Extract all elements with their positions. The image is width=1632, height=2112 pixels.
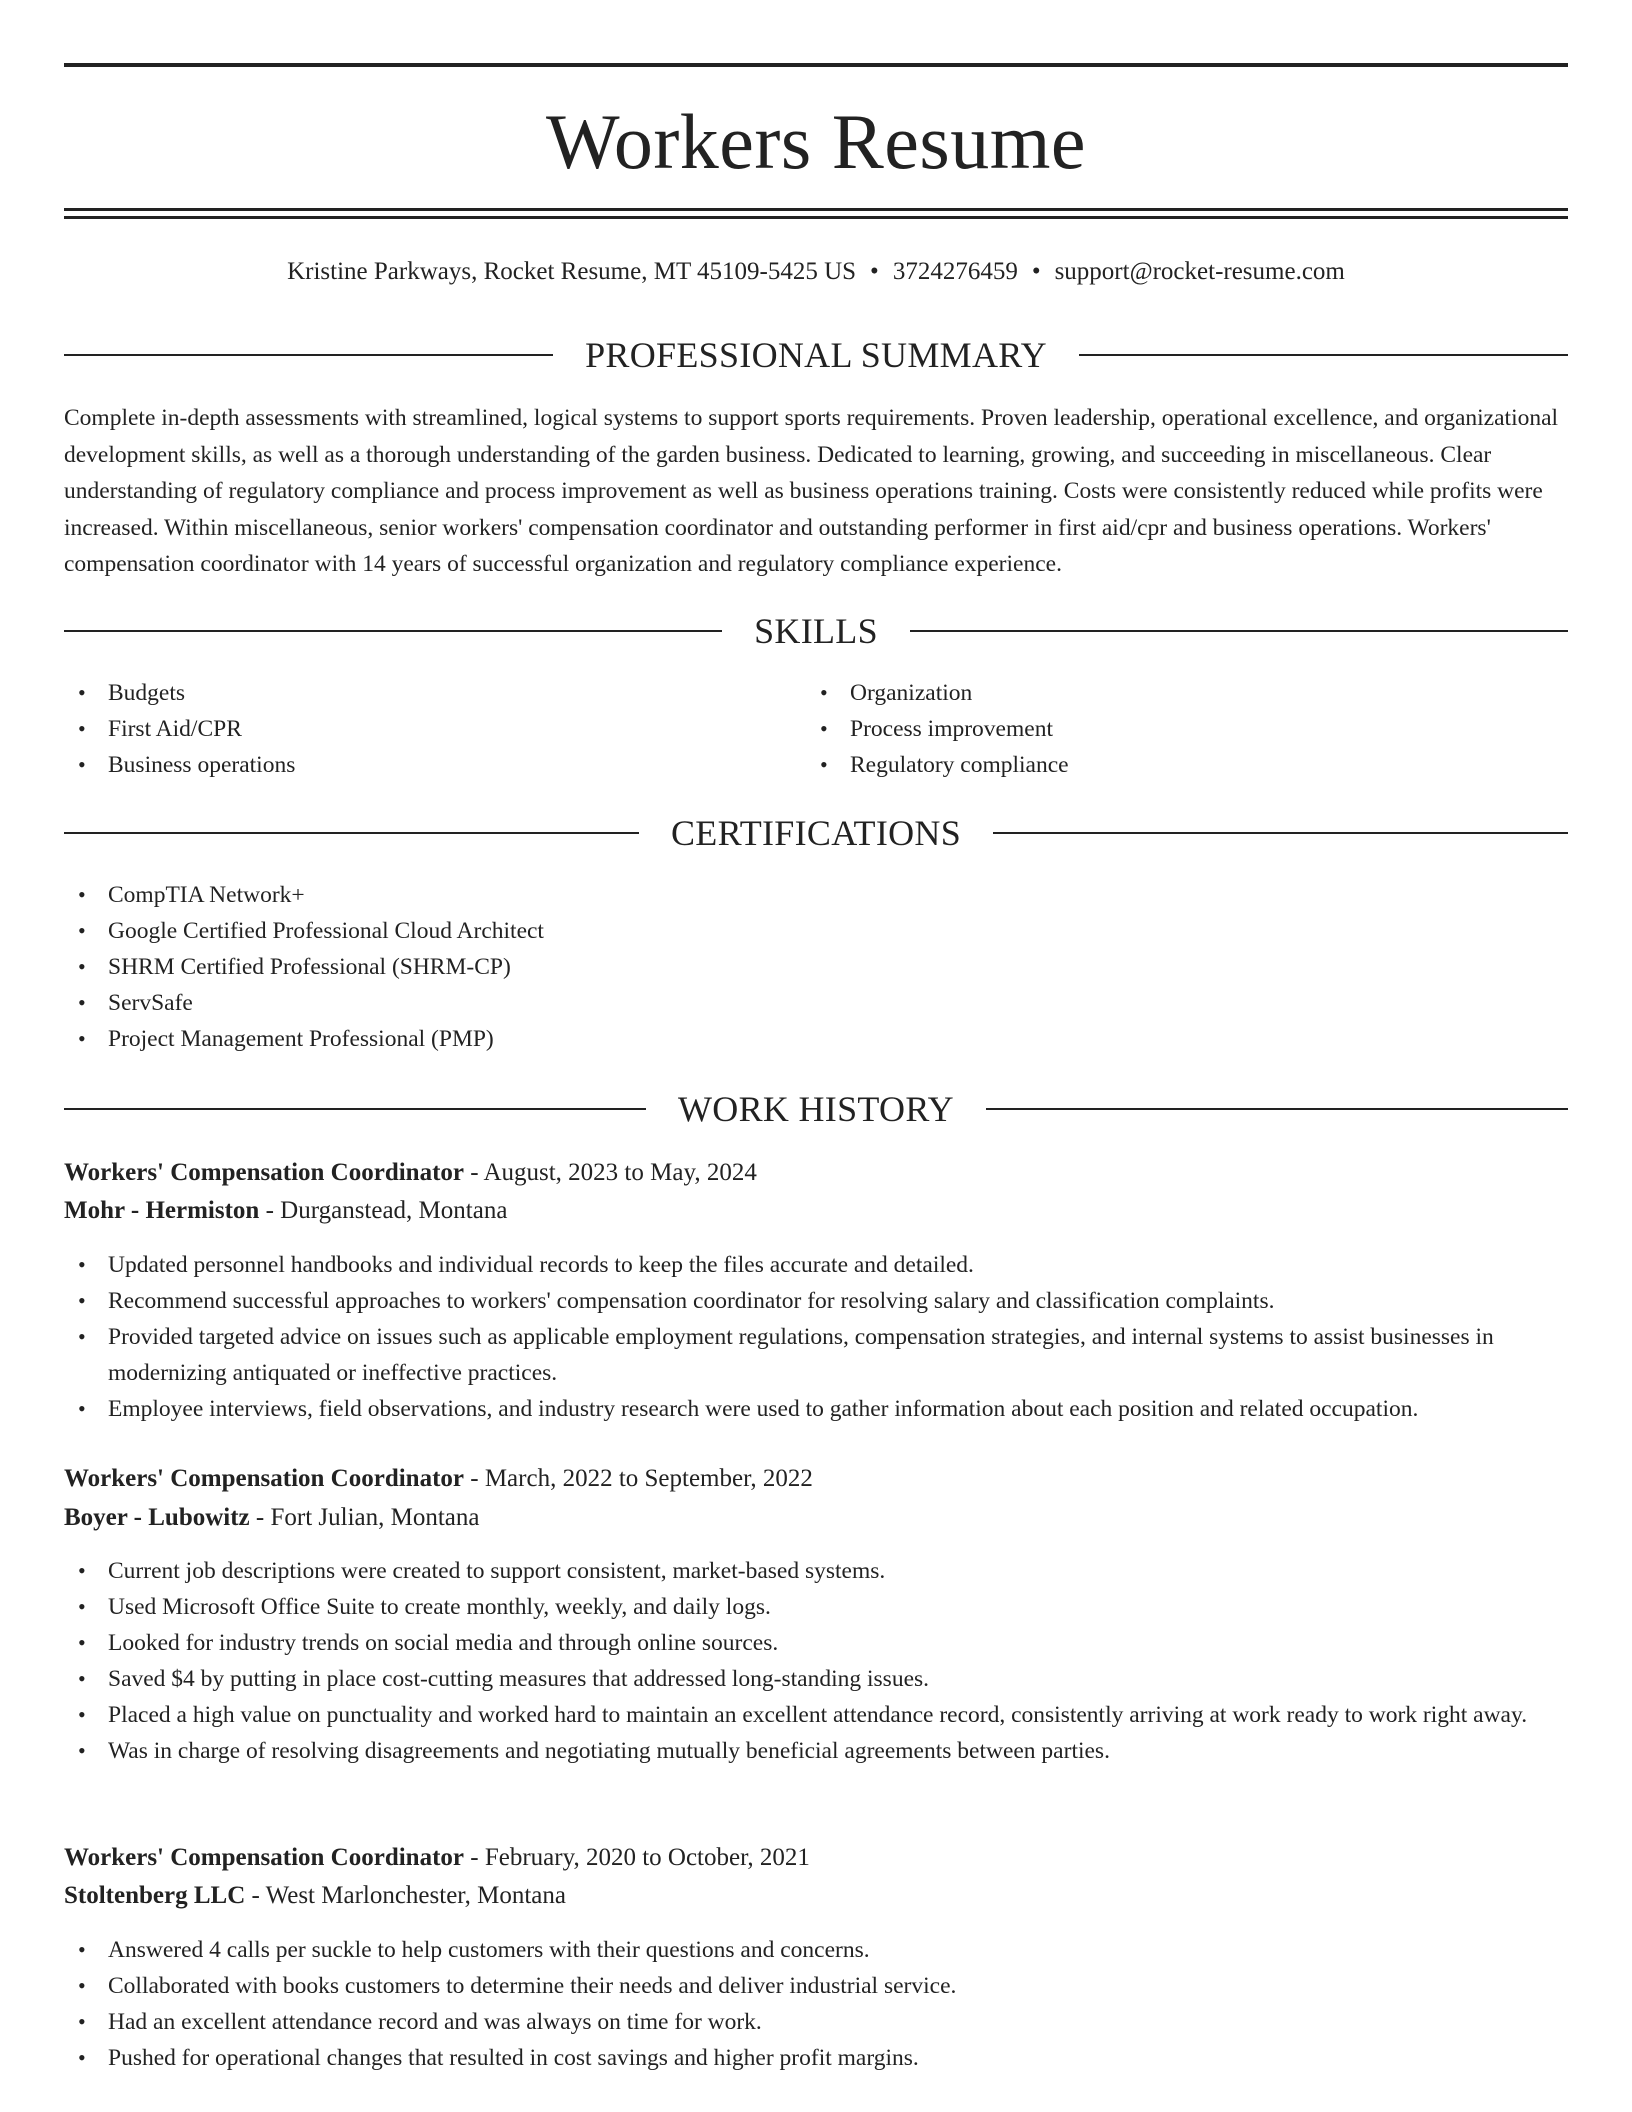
job-dates: - August, 2023 to May, 2024 — [464, 1159, 757, 1186]
job-bullet: • Employee interviews, field observations, and industry research were used to gather information about each position and related occupation. — [64, 1391, 1568, 1427]
certification-item: • Google Certified Professional Cloud Architect — [64, 913, 964, 949]
skill-item: • Process improvement — [806, 711, 1506, 747]
job-bullet: • Was in charge of resolving disagreements and negotiating mutually beneficial agreements between parties. — [64, 1733, 1568, 1769]
title-double-rule-lower — [64, 216, 1568, 219]
work-history-section-header — [64, 1087, 1568, 1131]
skill-item: • Business operations — [64, 747, 764, 783]
job-title-line — [64, 1461, 1568, 1497]
section-rule-left — [64, 630, 722, 632]
certifications-section-header — [64, 811, 1568, 855]
certification-item: • CompTIA Network+ — [64, 877, 964, 913]
job-title: Workers' Compensation Coordinator — [64, 1159, 464, 1186]
job-company-line — [64, 1878, 1568, 1914]
contact-phone: 3724276459 — [892, 258, 1018, 285]
job-bullet: • Looked for industry trends on social media and through online sources. — [64, 1625, 1568, 1661]
summary-section-header — [64, 333, 1568, 377]
contact-email: support@rocket-resume.com — [1054, 258, 1345, 285]
job-dates: - February, 2020 to October, 2021 — [464, 1844, 810, 1871]
section-rule-right — [910, 630, 1568, 632]
certifications-heading: CERTIFICATIONS — [670, 813, 962, 853]
skills-heading: SKILLS — [754, 611, 878, 651]
contact-separator: • — [870, 258, 879, 285]
contact-address: Kristine Parkways, Rocket Resume, MT 45109-5425 US — [287, 258, 857, 285]
job-title-line — [64, 1840, 1568, 1876]
skills-list-left — [64, 675, 764, 783]
certification-item: • ServSafe — [64, 985, 964, 1021]
skill-item: • Organization — [806, 675, 1506, 711]
certifications-list — [64, 877, 964, 1057]
certification-item: • SHRM Certified Professional (SHRM-CP) — [64, 949, 964, 985]
job-bullets — [64, 1553, 1568, 1769]
section-rule-right — [993, 832, 1568, 834]
job-bullet: • Collaborated with books customers to determine their needs and deliver industrial service. — [64, 1968, 1568, 2004]
job-bullet: • Used Microsoft Office Suite to create monthly, weekly, and daily logs. — [64, 1589, 1568, 1625]
job-company-line — [64, 1500, 1568, 1536]
job-company-line — [64, 1193, 1568, 1229]
skill-item: • Regulatory compliance — [806, 747, 1506, 783]
job-bullet: • Placed a high value on punctuality and worked hard to maintain an excellent attendance record, consistently arriving at work ready to work right away. — [64, 1697, 1568, 1733]
job-location: - Durganstead, Montana — [259, 1197, 508, 1224]
section-rule-left — [64, 832, 639, 834]
section-rule-right — [986, 1108, 1568, 1110]
job-bullet: • Recommend successful approaches to workers' compensation coordinator for resolving salary and classification complaints. — [64, 1283, 1568, 1319]
skill-item: • Budgets — [64, 675, 764, 711]
section-rule-right — [1079, 354, 1568, 356]
skills-list-right — [806, 675, 1506, 783]
summary-text: Complete in-depth assessments with streamlined, logical systems to support sports requirements. Proven leadership, operational excellence, and organizational development skills, as well as a thorough understanding of the garden business. Dedicated to learning, growing, and succeeding in miscellaneous. Clear understanding of regulatory compliance and process improvement as well as business operations training. Costs were consistently reduced while profits were increased. Within miscellaneous, senior workers' compensation coordinator and outstanding performer in first aid/cpr and business operations. Workers' compensation coordinator with 14 years of successful organization and regulatory compliance experience. — [64, 405, 1559, 577]
section-rule-left — [64, 1108, 646, 1110]
contact-line — [64, 254, 1568, 290]
job-company: Mohr - Hermiston — [64, 1197, 260, 1224]
job-bullet: • Pushed for operational changes that resulted in cost savings and higher profit margins. — [64, 2040, 1568, 2076]
job-bullets — [64, 1932, 1568, 2076]
resume-title: Workers Resume — [545, 98, 1087, 185]
job-bullet: • Had an excellent attendance record and was always on time for work. — [64, 2004, 1568, 2040]
job-bullet: • Saved $4 by putting in place cost-cutting measures that addressed long-standing issues. — [64, 1661, 1568, 1697]
work-history-heading: WORK HISTORY — [678, 1089, 954, 1129]
job-title: Workers' Compensation Coordinator — [64, 1844, 464, 1871]
job-company: Stoltenberg LLC — [64, 1882, 246, 1909]
job-bullet: • Provided targeted advice on issues such as applicable employment regulations, compensation strategies, and internal systems to assist businesses in modernizing antiquated or ineffective practices. — [64, 1319, 1568, 1391]
job-bullets — [64, 1247, 1568, 1427]
job-title: Workers' Compensation Coordinator — [64, 1465, 464, 1492]
job-location: - West Marlonchester, Montana — [245, 1882, 566, 1909]
job-title-line — [64, 1155, 1568, 1191]
job-dates: - March, 2022 to September, 2022 — [464, 1465, 813, 1492]
job-bullet: • Current job descriptions were created to support consistent, market-based systems. — [64, 1553, 1568, 1589]
skill-item: • First Aid/CPR — [64, 711, 764, 747]
job-bullet: • Answered 4 calls per suckle to help customers with their questions and concerns. — [64, 1932, 1568, 1968]
contact-separator: • — [1031, 258, 1041, 285]
section-rule-left — [64, 354, 553, 356]
job-company: Boyer - Lubowitz — [64, 1504, 250, 1531]
top-rule — [64, 63, 1568, 67]
certification-item: • Project Management Professional (PMP) — [64, 1021, 964, 1057]
job-location: - Fort Julian, Montana — [249, 1504, 480, 1531]
skills-section-header — [64, 609, 1568, 653]
job-bullet: • Updated personnel handbooks and individual records to keep the files accurate and detailed. — [64, 1247, 1568, 1283]
title-double-rule-upper — [64, 208, 1568, 211]
summary-heading: PROFESSIONAL SUMMARY — [585, 335, 1047, 375]
